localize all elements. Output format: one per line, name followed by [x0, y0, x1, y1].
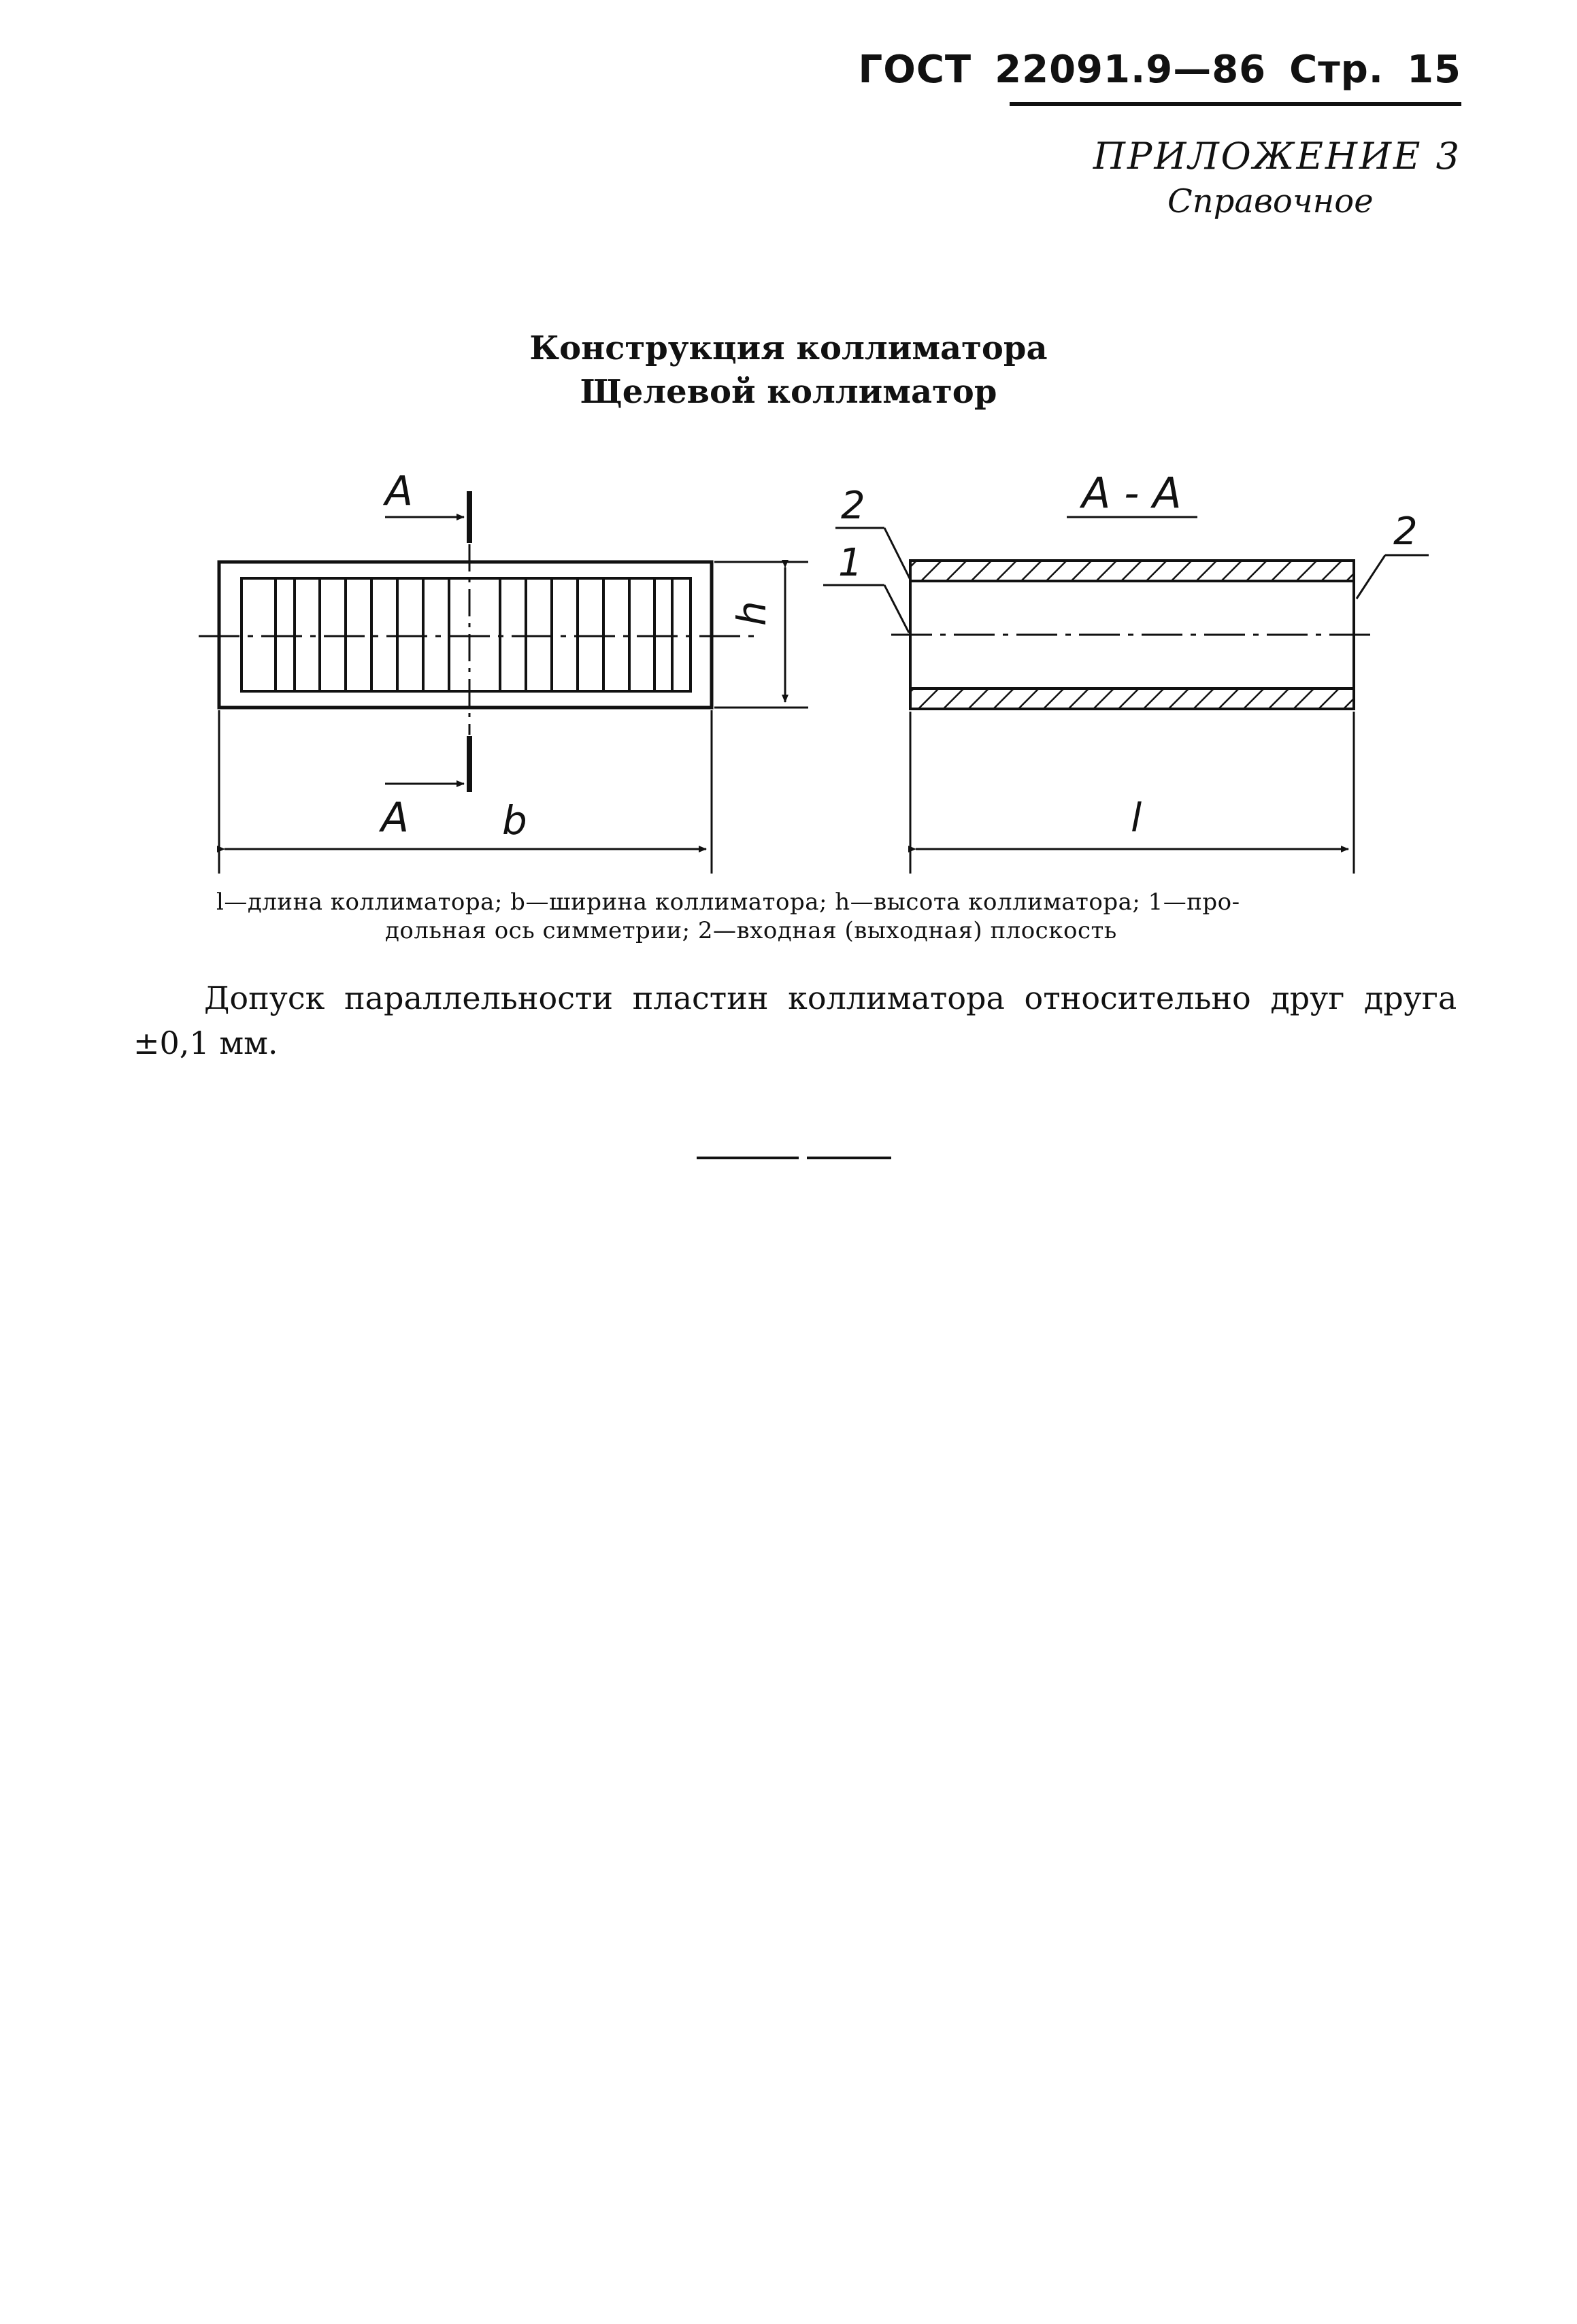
height-label: h [729, 601, 775, 626]
page-number: 15 [1407, 48, 1461, 92]
end-rule-right [807, 1157, 891, 1159]
section-label-top: A [385, 467, 414, 515]
callout-2-right: 2 [1393, 510, 1418, 554]
tolerance-text-line-2: ±0,1 мм. [133, 1025, 278, 1061]
length-label: l [1131, 795, 1142, 841]
callout-1: 1 [838, 541, 863, 585]
figure-caption-line-2: дольная ось симметрии; 2—входная (выходная) плоскость [385, 917, 1117, 944]
end-rule-left [697, 1157, 799, 1159]
callout-1-leader [884, 585, 909, 633]
standard-number: 22091.9—86 [995, 48, 1267, 92]
page-label: Стр. [1289, 48, 1384, 92]
standard-label: ГОСТ [858, 48, 972, 92]
section-title: Конструкция коллиматора [529, 329, 1048, 367]
section-view [823, 468, 1429, 874]
collimator-drawing [0, 0, 1577, 884]
width-label: b [502, 797, 527, 844]
front-view [199, 467, 808, 874]
callout-2-left: 2 [841, 484, 865, 528]
tolerance-text-line-1: Допуск параллельности пластин коллиматора относительно друг друга [204, 980, 1457, 1016]
section-label-bottom: A [381, 794, 410, 842]
section-view-title: A - A [1082, 468, 1182, 518]
callout-2-left-leader [884, 528, 910, 580]
appendix-subtitle: Справочное [1167, 182, 1374, 220]
collimator-outer-frame [219, 562, 712, 708]
section-subtitle: Щелевой коллиматор [580, 373, 997, 411]
bottom-plate-section [910, 688, 1354, 709]
collimator-inner-frame [242, 578, 691, 691]
top-plate-section [910, 561, 1354, 581]
collimator-plates [276, 578, 672, 691]
appendix-title: ПРИЛОЖЕНИЕ 3 [1093, 135, 1461, 178]
figure-caption-line-1: l—длина коллиматора; b—ширина коллиматора; h—высота коллиматора; 1—про- [216, 889, 1240, 916]
